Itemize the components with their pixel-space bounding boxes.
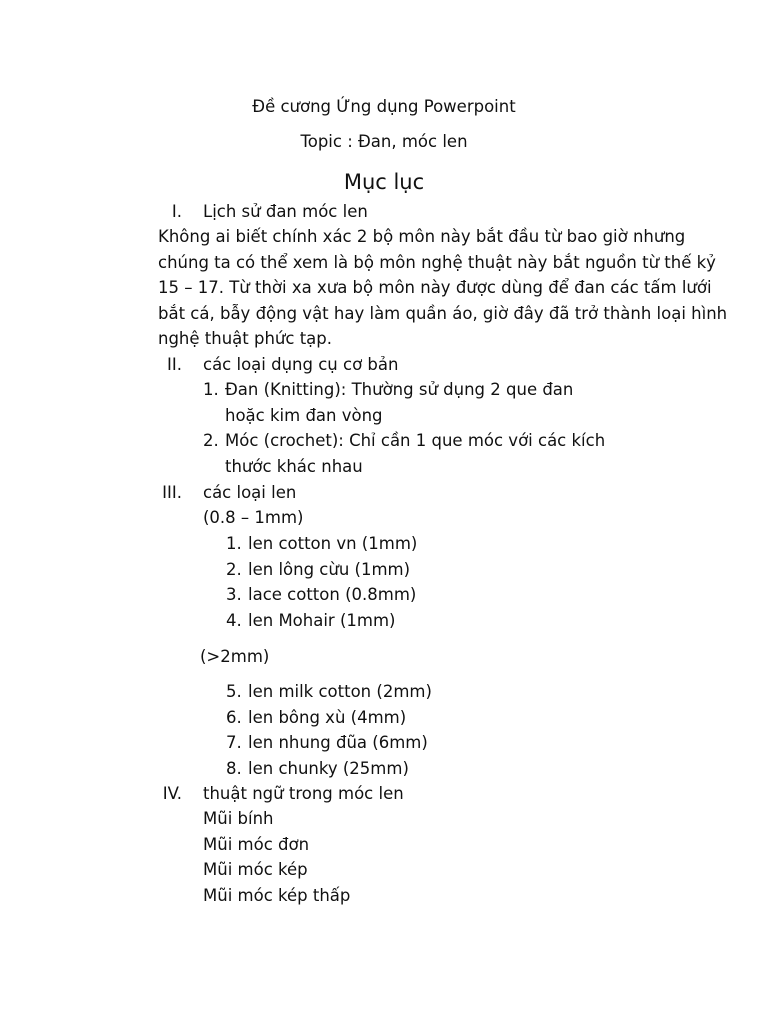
list-item-number: 5. xyxy=(226,682,242,701)
list-item xyxy=(203,377,573,428)
list-item xyxy=(226,531,417,557)
list-item-number: 2. xyxy=(226,559,242,579)
section-4-heading: thuật ngữ trong móc len xyxy=(203,784,404,803)
section-1-numeral: I. xyxy=(171,202,182,221)
section-1-heading: Lịch sử đan móc len xyxy=(203,202,368,221)
list-item-text: len milk cotton (2mm) xyxy=(248,682,432,701)
list-item xyxy=(203,428,605,479)
list-item-number: 1. xyxy=(203,380,219,399)
paragraph-line: bắt cá, bẫy động vật hay làm quần áo, giờ đây đã trở thành loại hình xyxy=(158,303,728,323)
list-item-number: 4. xyxy=(226,610,242,630)
list-item-number: 3. xyxy=(226,585,242,604)
list-item xyxy=(226,730,432,756)
list-item-text: len cotton vn (1mm) xyxy=(248,534,418,553)
list-item xyxy=(226,705,432,731)
paragraph-line: nghệ thuật phức tạp. xyxy=(158,329,332,348)
term-item: Mũi móc kép xyxy=(203,860,308,879)
list-item-number: 6. xyxy=(226,707,242,727)
section-2-heading: các loại dụng cụ cơ bản xyxy=(203,355,399,374)
paragraph-line: 15 – 17. Từ thời xa xưa bộ môn này được dùng để đan các tấm lưới xyxy=(158,278,712,297)
yarn-group-1-label: (0.8 – 1mm) xyxy=(203,508,304,527)
list-item-text: len bông xù (4mm) xyxy=(248,707,407,727)
paragraph-line: chúng ta có thể xem là bộ môn nghệ thuật này bắt nguồn từ thế kỷ xyxy=(158,252,716,272)
section-3-heading: các loại len xyxy=(203,483,297,502)
list-item xyxy=(226,608,417,634)
section-2-numeral: II. xyxy=(167,355,182,374)
list-item xyxy=(226,756,432,782)
list-item-text: len Mohair (1mm) xyxy=(248,610,396,630)
yarn-list-group-2 xyxy=(226,679,432,781)
paragraph-line: Không ai biết chính xác 2 bộ môn này bắt đầu từ bao giờ nhưng xyxy=(158,227,686,246)
list-item-number: 1. xyxy=(226,534,242,553)
term-item: Mũi móc đơn xyxy=(203,834,310,854)
list-item-number: 8. xyxy=(226,758,242,778)
list-item-text: lace cotton (0.8mm) xyxy=(248,585,417,604)
toc-heading: Mục lục xyxy=(343,170,425,194)
list-item-text: Đan (Knitting): Thường sử dụng 2 que đan xyxy=(225,380,574,399)
yarn-list-group-1 xyxy=(226,531,417,633)
list-item-text: Móc (crochet): Chỉ cần 1 que móc với các kích xyxy=(225,431,606,450)
terms-list xyxy=(203,806,350,908)
list-item-text-continued: hoặc kim đan vòng xyxy=(225,405,383,425)
section-4-numeral: IV. xyxy=(162,784,182,803)
document-topic: Topic : Đan, móc len xyxy=(300,132,468,151)
yarn-group-2-label: (>2mm) xyxy=(200,647,270,666)
list-item-number: 7. xyxy=(226,733,242,752)
term-item: Mũi móc kép thấp xyxy=(203,885,351,905)
list-item-number: 2. xyxy=(203,431,219,450)
list-item-text: len nhung đũa (6mm) xyxy=(248,733,428,752)
list-item xyxy=(226,582,417,608)
list-item-text-continued: thước khác nhau xyxy=(225,456,363,476)
list-item xyxy=(226,679,432,705)
list-item xyxy=(226,557,417,583)
list-item-text: len chunky (25mm) xyxy=(248,758,409,778)
section-1-paragraph xyxy=(158,224,728,352)
section-3-numeral: III. xyxy=(162,483,182,502)
document-title: Đề cương Ứng dụng Powerpoint xyxy=(252,97,516,116)
list-item-text: len lông cừu (1mm) xyxy=(248,559,411,579)
term-item: Mũi bính xyxy=(203,809,274,828)
